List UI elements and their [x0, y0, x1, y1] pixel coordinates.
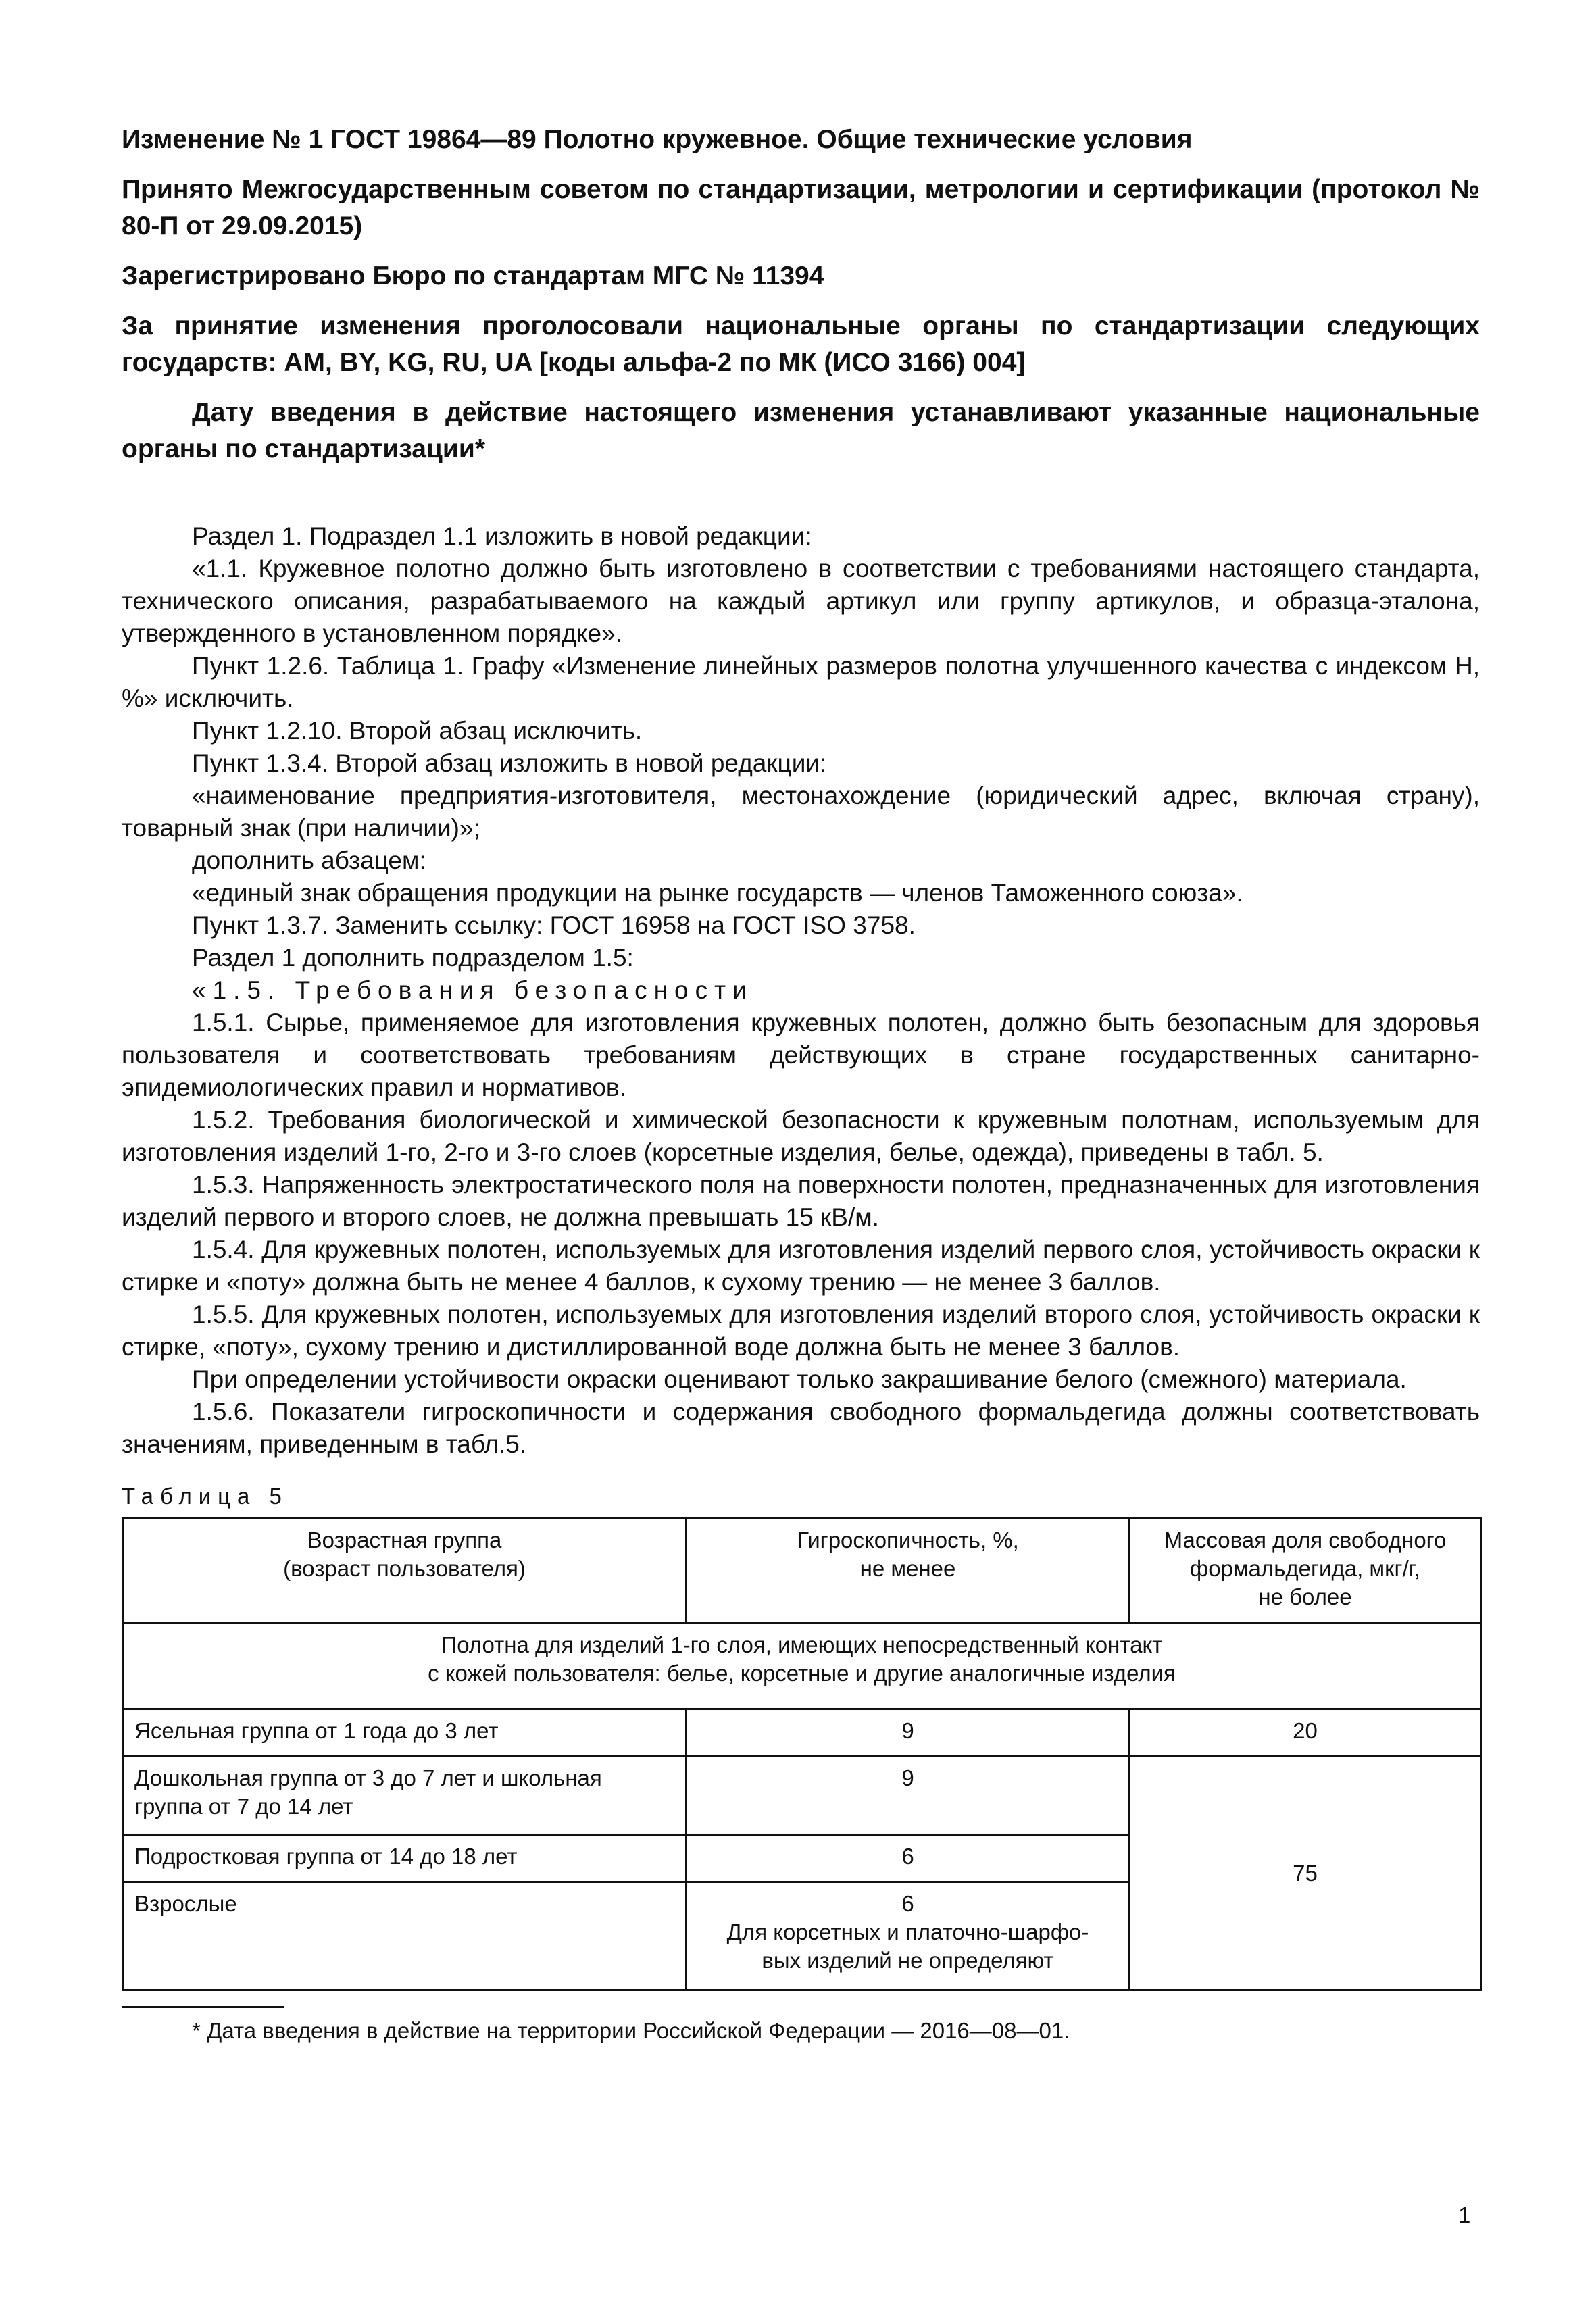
table-header-age-group: Возрастная группа (возраст пользователя) — [123, 1519, 687, 1624]
page-number: 1 — [1458, 2203, 1471, 2228]
footnote: * Дата введения в действие на территории Российской Федерации — 2016—08—01. — [192, 2018, 1070, 2043]
paragraph: «единый знак обращения продукции на рынке государств — членов Таможенного союза». — [192, 879, 1243, 907]
table-section-row — [123, 1624, 1481, 1709]
paragraph: 1.5.5. Для кружевных полотен, используемых для изготовления изделий второго слоя, устойчивость окраски к стирке, «поту», сухому трению и дистиллированной воде должна быть не менее 3 баллов. — [122, 1301, 1480, 1361]
cell-age-group: Взрослые — [123, 1882, 687, 1990]
amendment-title: Изменение № 1 ГОСТ 19864—89 Полотно кружевное. Общие технические условия — [122, 125, 1193, 154]
cell-hygroscopicity: 9 — [687, 1709, 1130, 1757]
table-section-label: Полотна для изделий 1-го слоя, имеющих непосредственный контакт с кожей пользователя: белье, корсетные и другие аналогичные изделия — [123, 1624, 1481, 1709]
table-row — [123, 1757, 1481, 1835]
paragraph: «наименование предприятия-изготовителя, местонахождение (юридический адрес, включая страну), товарный знак (при наличии)»; — [122, 782, 1480, 842]
cell-formaldehyde: 75 — [1130, 1757, 1481, 1990]
cell-age-group: Дошкольная группа от 3 до 7 лет и школьная группа от 7 до 14 лет — [123, 1757, 687, 1835]
cell-formaldehyde: 20 — [1130, 1709, 1481, 1757]
cell-hygroscopicity: 6 — [687, 1835, 1130, 1882]
paragraph: 1.5.3. Напряженность электростатического поля на поверхности полотен, предназначенных для изготовления изделий первого и второго слоев, не должна превышать 15 кВ/м. — [122, 1171, 1480, 1231]
requirements-table — [122, 1517, 1482, 1991]
section-heading-safety: «1.5. Требования безопасности — [192, 976, 753, 1004]
table-header-row — [123, 1519, 1481, 1624]
table-header-hygroscopicity: Гигроскопичность, %, не менее — [687, 1519, 1130, 1624]
adoption-note: Принято Межгосударственным советом по стандартизации, метрологии и сертификации (протокол № 80-П от 29.09.2015) — [122, 175, 1480, 241]
paragraph: Раздел 1 дополнить подразделом 1.5: — [192, 944, 634, 972]
paragraph: «1.1. Кружевное полотно должно быть изготовлено в соответствии с требованиями настоящего стандарта, технического описания, разрабатываемого на каждый артикул или группу артикулов, и образца-эталона, утвержденного в установленном порядке». — [122, 555, 1480, 647]
paragraph: 1.5.2. Требования биологической и химической безопасности к кружевным полотнам, используемым для изготовления изделий 1-го, 2-го и 3-го слоев (корсетные изделия, белье, одежда), приведены в табл. 5. — [122, 1106, 1480, 1166]
document-page — [122, 122, 1480, 2046]
table-caption: Таблица 5 — [122, 1484, 289, 1509]
paragraph: 1.5.1. Сырье, применяемое для изготовления кружевных полотен, должно быть безопасным для здоровья пользователя и соответствовать требованиям действующих в стране государственных санитарно-эпидемиологических правил и нормативов. — [122, 1009, 1480, 1101]
paragraph: 1.5.6. Показатели гигроскопичности и содержания свободного формальдегида должны соответствовать значениям, приведенным в табл.5. — [122, 1398, 1480, 1458]
paragraph: Пункт 1.3.4. Второй абзац изложить в новой редакции: — [192, 749, 827, 777]
paragraph: дополнить абзацем: — [192, 847, 426, 874]
paragraph: При определении устойчивости окраски оценивают только закрашивание белого (смежного) материала. — [192, 1365, 1407, 1393]
table-header-formaldehyde: Массовая доля свободного формальдегида, мкг/г, не более — [1130, 1519, 1481, 1624]
voting-note: За принятие изменения проголосовали национальные органы по стандартизации следующих государств: AM, BY, KG, RU, UA [коды альфа-2 по МК (ИСО 3166) 004] — [122, 311, 1480, 377]
cell-hygroscopicity: 9 — [687, 1757, 1130, 1835]
paragraph: Пункт 1.3.7. Заменить ссылку: ГОСТ 16958 на ГОСТ ISO 3758. — [192, 911, 916, 939]
paragraph: Пункт 1.2.6. Таблица 1. Графу «Изменение линейных размеров полотна улучшенного качества с индексом Н, %» исключить. — [122, 652, 1480, 712]
amendment-body — [122, 520, 1480, 1461]
paragraph: Пункт 1.2.10. Второй абзац исключить. — [192, 717, 643, 745]
cell-age-group: Подростковая группа от 14 до 18 лет — [123, 1835, 687, 1882]
cell-hygroscopicity: 6 Для корсетных и платочно-шарфо- вых изделий не определяют — [687, 1882, 1130, 1990]
table-row — [123, 1709, 1481, 1757]
registration-note: Зарегистрировано Бюро по стандартам МГС № 11394 — [122, 261, 824, 291]
effective-date-note: Дату введения в действие настоящего изменения устанавливают указанные национальные органы по стандартизации* — [122, 398, 1480, 463]
paragraph: Раздел 1. Подраздел 1.1 изложить в новой редакции: — [192, 522, 812, 550]
footnote-divider — [122, 2006, 284, 2008]
paragraph: 1.5.4. Для кружевных полотен, используемых для изготовления изделий первого слоя, устойчивость окраски к стирке и «поту» должна быть не менее 4 баллов, к сухому трению — не менее 3 баллов. — [122, 1236, 1480, 1296]
cell-age-group: Ясельная группа от 1 года до 3 лет — [123, 1709, 687, 1757]
